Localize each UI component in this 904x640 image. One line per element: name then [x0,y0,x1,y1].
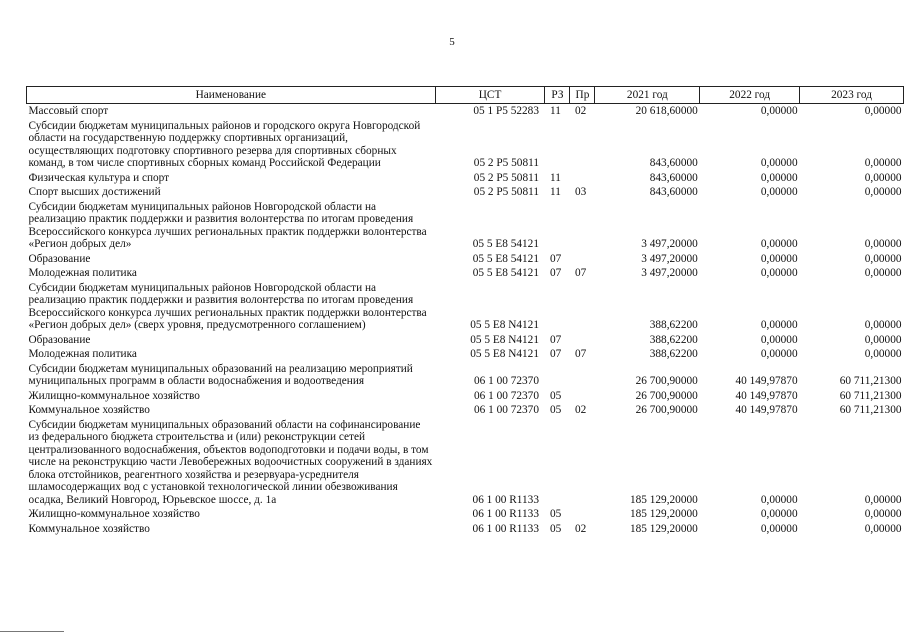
table-row [27,200,904,252]
row-2021-value: 26 700,90000 [635,375,698,387]
row-cst: 05 5 Е8 54121 [472,238,539,250]
row-rz [545,200,570,252]
row-pr: 07 [574,267,587,279]
row-2023-value: 0,00000 [864,333,902,346]
row-pr [570,418,595,508]
row-2021-value: 185 129,20000 [629,493,698,506]
row-2022-value: 0,00000 [760,186,798,198]
row-2021-value: 843,60000 [649,186,698,198]
row-name: Субсидии бюджетам муниципальных районов Новгородской области на реализацию практик поддержки и развития волонтерства по итогам проведения Всероссийского конкурса лучших региональных практик поддержки волонтерства «Регион добрых дел» (сверх уровня, предусмотренного соглашением) [28,281,427,331]
table-body [27,104,904,537]
row-cst: 06 1 00 R1133 [472,508,539,520]
row-pr: 03 [574,186,587,198]
row-2023-value: 0,00000 [864,267,902,279]
row-pr [570,362,595,389]
table-row [27,347,904,362]
row-pr [570,389,595,404]
row-pr [570,252,595,267]
row-pr [570,333,595,348]
table-row [27,522,904,537]
row-2023-value: 60 711,21300 [839,389,902,402]
row-cst: 05 5 Е8 N4121 [470,333,539,346]
header-cst: ЦСТ [435,87,545,104]
row-pr: 02 [574,522,587,535]
row-2023-value: 60 711,21300 [839,404,902,416]
row-cst: 06 1 00 72370 [474,404,539,416]
row-rz: 07 [549,252,562,265]
row-rz [545,362,570,389]
row-name: Коммунальное хозяйство [28,404,150,416]
table-row [27,266,904,281]
row-2022-value: 0,00000 [760,171,798,184]
row-2023-value: 0,00000 [864,171,902,184]
row-2023-value: 0,00000 [864,105,902,117]
row-2022-value: 0,00000 [760,508,798,520]
row-pr [570,200,595,252]
table-row [27,389,904,404]
row-2023-value: 0,00000 [864,508,902,520]
row-rz: 11 [549,186,561,198]
row-2022-value: 0,00000 [760,319,798,331]
row-2022-value: 0,00000 [760,333,798,346]
row-cst: 05 2 Р5 50811 [473,186,539,198]
table-row [27,418,904,508]
row-cst: 05 5 Е8 N4121 [470,319,539,331]
row-2021-value: 843,60000 [649,171,698,184]
header-rz: РЗ [545,87,570,104]
row-2021-value: 20 618,60000 [635,105,698,117]
row-name: Образование [28,252,91,265]
table-row [27,171,904,186]
row-cst: 06 1 00 72370 [474,389,539,402]
row-2022-value: 40 149,97870 [735,404,798,416]
table-row [27,252,904,267]
row-2023-value: 0,00000 [864,252,902,265]
row-cst: 05 5 Е8 N4121 [470,348,539,360]
header-2023: 2023 год [800,87,904,104]
row-2022-value: 40 149,97870 [735,375,798,387]
row-rz: 05 [549,522,562,535]
row-name: Физическая культура и спорт [28,171,170,184]
row-2021-value: 3 497,20000 [641,267,698,279]
row-name: Спорт высших достижений [28,186,161,198]
row-2021-value: 388,62200 [649,333,698,346]
row-rz: 07 [549,333,562,346]
row-2022-value: 0,00000 [760,267,798,279]
header-2021: 2021 год [595,87,700,104]
row-name: Коммунальное хозяйство [28,522,150,535]
row-rz [545,418,570,508]
table-row [27,185,904,200]
row-2023-value: 60 711,21300 [839,375,902,387]
row-name: Массовый спорт [28,105,109,117]
header-pr: Пр [570,87,595,104]
row-cst: 05 2 Р5 50811 [473,157,539,169]
header-name: Наименование [27,87,436,104]
row-cst: 05 5 Е8 54121 [472,267,539,279]
row-pr [570,507,595,522]
row-2021-value: 185 129,20000 [629,508,698,520]
row-rz [545,119,570,171]
row-2021-value: 843,60000 [649,157,698,169]
row-name: Жилищно-коммунальное хозяйство [28,389,200,402]
row-2021-value: 388,62200 [649,319,698,331]
row-pr: 02 [574,105,587,117]
row-name: Субсидии бюджетам муниципальных районов Новгородской области на реализацию практик поддержки и развития волонтерства по итогам проведения Всероссийского конкурса лучших региональных практик поддержки волонтерства «Регион добрых дел» [28,200,427,250]
row-2021-value: 26 700,90000 [635,389,698,402]
row-cst: 06 1 00 R1133 [472,522,539,535]
row-2021-value: 3 497,20000 [641,252,698,265]
row-cst: 06 1 00 R1133 [472,493,539,506]
row-name: Субсидии бюджетам муниципальных районов и городского округа Новгородской области на государственную поддержку спортивных организаций, осуществляющих подготовку спортивного резерва для спортивных сборных команд, в том числе спортивных сборных команд Российской Федерации [28,119,421,169]
row-2023-value: 0,00000 [864,319,902,331]
row-2022-value: 0,00000 [760,105,798,117]
row-2022-value: 0,00000 [760,348,798,360]
row-pr [570,171,595,186]
row-2021-value: 26 700,90000 [635,404,698,416]
row-name: Молодежная политика [28,348,137,360]
page-number: 5 [449,36,455,48]
row-rz: 05 [549,508,562,520]
table-row [27,104,904,119]
row-2023-value: 0,00000 [864,238,902,250]
header-2022: 2022 год [700,87,800,104]
row-2022-value: 0,00000 [760,238,798,250]
row-rz: 05 [549,404,562,416]
footer-divider [0,631,64,632]
row-pr [570,119,595,171]
row-name: Жилищно-коммунальное хозяйство [28,508,200,520]
row-name: Образование [28,333,91,346]
row-name: Молодежная политика [28,267,137,279]
row-rz: 11 [549,171,561,184]
table-row [27,281,904,333]
row-2023-value: 0,00000 [864,493,902,506]
row-name: Субсидии бюджетам муниципальных образований области на софинансирование из федерального бюджета строительства и (или) реконструкции сетей централизованного водоснабжения, объектов водоподготовки и подачи воды, в том числе на реконструкцию части Левобережных водоочистных сооружений в зданиях блока отстойников, реагентного хозяйства и резервуара-усреднителя шламосодержащих вод с установкой технологической линии обезвоживания осадка, Великий Новгород, Юрьевское шоссе, д. 1а [28,418,433,506]
row-2022-value: 40 149,97870 [735,389,798,402]
row-cst: 05 5 Е8 54121 [472,252,539,265]
row-2023-value: 0,00000 [864,157,902,169]
row-2022-value: 0,00000 [760,493,798,506]
row-2021-value: 3 497,20000 [641,238,698,250]
row-pr [570,281,595,333]
row-2022-value: 0,00000 [760,157,798,169]
table-row [27,362,904,389]
row-pr: 02 [574,404,587,416]
row-rz [545,281,570,333]
table-row [27,119,904,171]
row-cst: 05 2 Р5 50811 [473,171,539,184]
table-row [27,507,904,522]
row-cst: 05 1 Р5 52283 [473,105,539,117]
row-2021-value: 388,62200 [649,348,698,360]
row-rz: 07 [549,267,562,279]
row-2023-value: 0,00000 [864,522,902,535]
row-2021-value: 185 129,20000 [629,522,698,535]
row-pr: 07 [574,348,587,360]
row-2022-value: 0,00000 [760,252,798,265]
row-rz: 11 [549,105,561,117]
row-2023-value: 0,00000 [864,186,902,198]
row-rz: 05 [549,389,562,402]
row-rz: 07 [549,348,562,360]
row-cst: 06 1 00 72370 [474,375,539,387]
table-row [27,403,904,418]
row-2023-value: 0,00000 [864,348,902,360]
table-header-row [27,87,904,104]
budget-table [26,86,904,536]
row-name: Субсидии бюджетам муниципальных образований на реализацию мероприятий муниципальных программ в области водоснабжения и водоотведения [28,362,413,387]
row-2022-value: 0,00000 [760,522,798,535]
table-row [27,333,904,348]
